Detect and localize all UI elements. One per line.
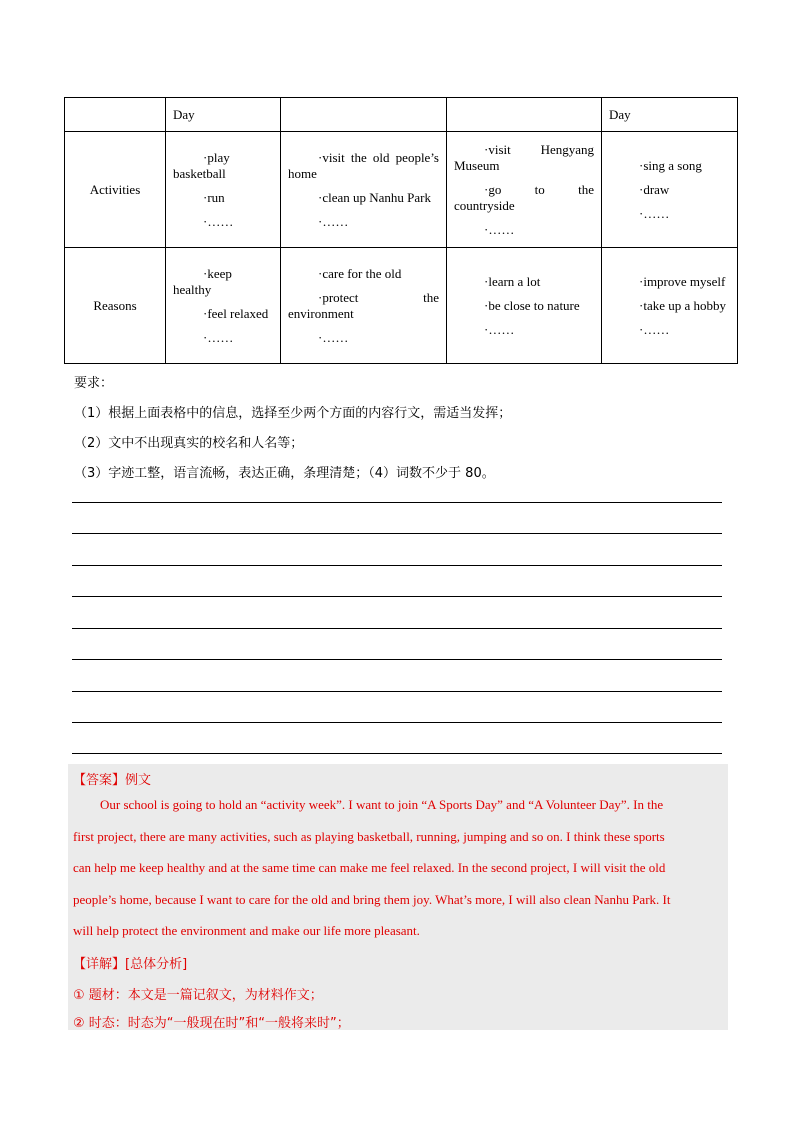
cell-item: ·…… — [484, 221, 515, 237]
requirement-item: （1）根据上面表格中的信息，选择至少两个方面的内容行文，需适当发挥； — [74, 406, 512, 421]
analysis-item: ① 题材：本文是一篇记叙文，为材料作文； — [73, 988, 323, 1003]
answer-section — [68, 764, 728, 1030]
analysis-item: ② 时态：时态为“一般现在时”和“一般将来时”； — [73, 1016, 350, 1031]
writing-line — [72, 691, 722, 692]
essay-line: can help me keep healthy and at the same time can make me feel relaxed. In the second project, I will visit the old — [73, 860, 666, 875]
table-cell — [281, 132, 447, 248]
table-cell — [166, 132, 281, 248]
cell-item: ·…… — [318, 213, 349, 229]
writing-line — [72, 565, 722, 566]
requirements-title: 要求： — [74, 376, 114, 391]
cell-item: ·draw — [639, 181, 670, 197]
header-cell — [65, 98, 166, 132]
cell-item: ·…… — [639, 321, 670, 337]
cell-item: ·clean up Nanhu Park — [318, 189, 431, 205]
cell-item: ·…… — [318, 329, 349, 345]
cell-item: ·visit Hengyang Museum — [454, 141, 594, 173]
header-cell: Day — [166, 98, 281, 132]
header-cell — [281, 98, 447, 132]
writing-line — [72, 596, 722, 597]
cell-item: ·visit the old people’s home — [288, 149, 439, 181]
cell-item: ·take up a hobby — [639, 297, 727, 313]
cell-item: ·protect the environment — [288, 289, 439, 321]
cell-item: ·run — [203, 189, 225, 205]
cell-item: ·be close to nature — [484, 297, 580, 313]
table-cell — [447, 132, 602, 248]
answer-heading: 【答案】例文 — [73, 773, 152, 788]
table-cell — [166, 248, 281, 364]
table-cell — [281, 248, 447, 364]
cell-item: ·learn a lot — [484, 273, 541, 289]
writing-line — [72, 753, 722, 754]
requirement-item: （2）文中不出现真实的校名和人名等； — [74, 436, 304, 451]
cell-item: ·…… — [203, 213, 234, 229]
writing-line — [72, 722, 722, 723]
writing-line — [72, 502, 722, 503]
header-cell: Day — [602, 98, 738, 132]
writing-line — [72, 533, 722, 534]
table-header-row — [65, 98, 738, 132]
table-cell — [602, 248, 738, 364]
row-label: Activities — [65, 132, 166, 248]
essay-line: Our school is going to hold an “activity week”. I want to join “A Sports Day” and “A Volunteer Day”. In the — [100, 797, 664, 812]
requirement-item: （3）字迹工整，语言流畅，表达正确，条理清楚；（4）词数不少于 80。 — [74, 466, 495, 481]
cell-item: ·go to the countryside — [454, 181, 594, 213]
cell-item: ·play basketball — [173, 149, 230, 181]
header-cell — [447, 98, 602, 132]
essay-line: first project, there are many activities, such as playing basketball, running, jumping and so on. I think these sports — [73, 829, 665, 844]
table-row-reasons — [65, 248, 738, 364]
row-label: Reasons — [65, 248, 166, 364]
cell-item: ·sing a song — [639, 157, 702, 173]
detail-heading: 【详解】[总体分析] — [73, 957, 188, 972]
writing-line — [72, 659, 722, 660]
cell-item: ·care for the old — [318, 265, 402, 281]
table-cell — [602, 132, 738, 248]
cell-item: ·feel relaxed — [203, 305, 269, 321]
cell-item: ·…… — [203, 329, 234, 345]
essay-line: will help protect the environment and make our life more pleasant. — [73, 923, 420, 938]
cell-item: ·…… — [484, 321, 515, 337]
cell-item: ·keep healthy — [173, 265, 232, 297]
cell-item: ·improve myself — [639, 273, 726, 289]
writing-line — [72, 628, 722, 629]
activity-table — [64, 97, 738, 364]
table-row-activities — [65, 132, 738, 248]
essay-line: people’s home, because I want to care for the old and bring them joy. What’s more, I will also clean Nanhu Park. It — [73, 892, 671, 907]
table-cell — [447, 248, 602, 364]
cell-item: ·…… — [639, 205, 670, 221]
